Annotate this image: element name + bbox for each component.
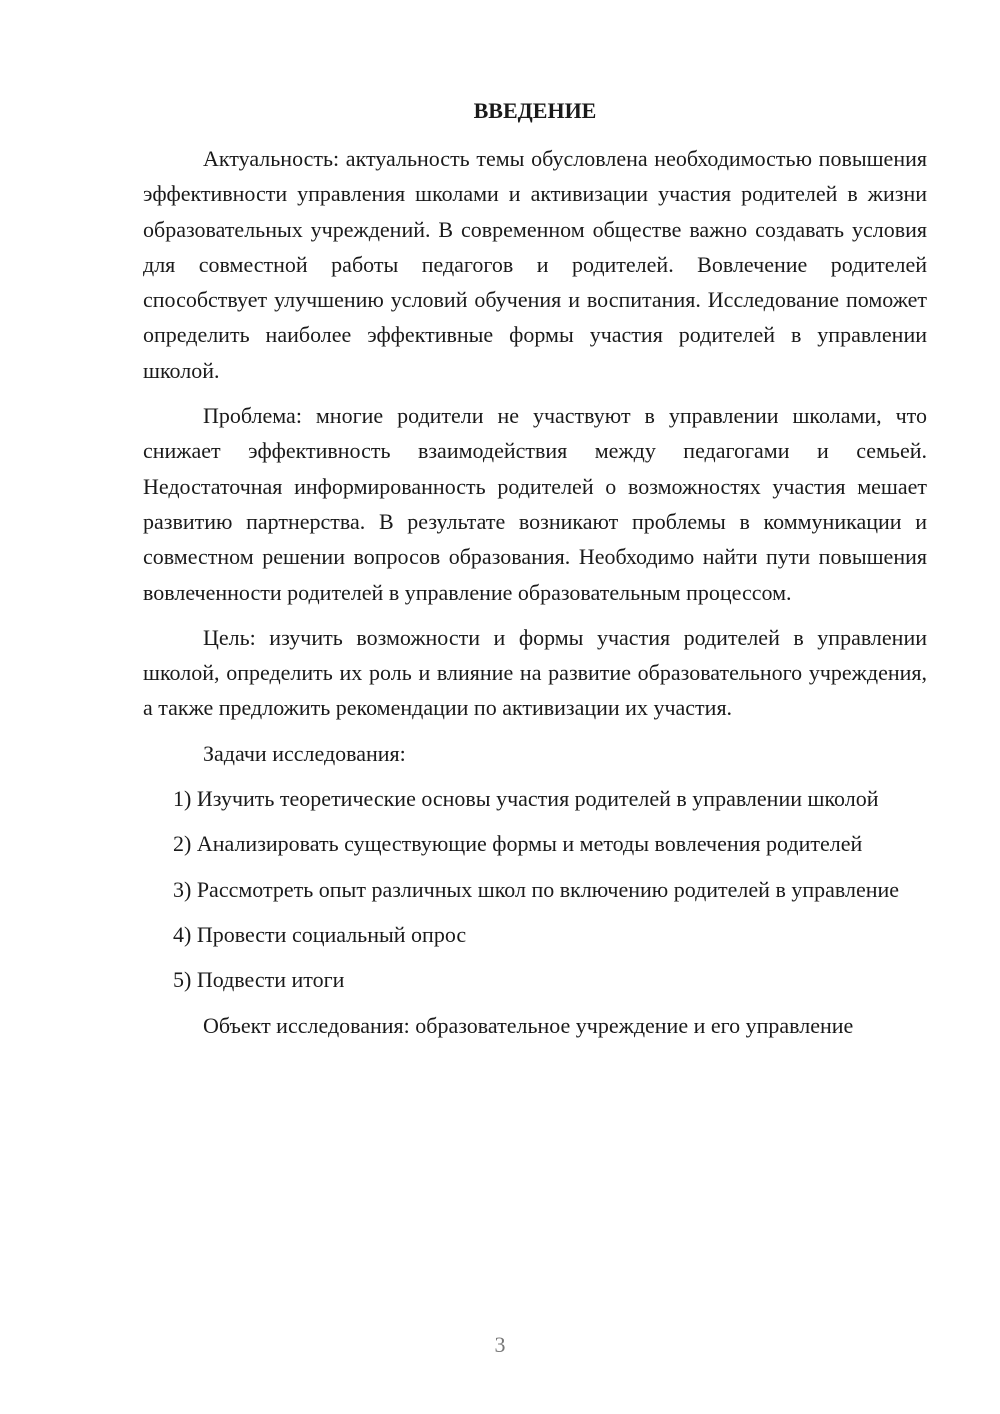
task-item-2: 2) Анализировать существующие формы и методы вовлечения родителей: [173, 831, 863, 857]
object-paragraph: Объект исследования: образовательное учреждение и его управление: [203, 1012, 854, 1038]
task-item-1: 1) Изучить теоретические основы участия родителей в управлении школой: [173, 786, 879, 812]
task-item-5: 5) Подвести итоги: [173, 967, 345, 993]
goal-paragraph: Цель: изучить возможности и формы участия родителей в управлении школой, определить их роль и влияние на развитие образовательного учреждения, а также предложить рекомендации по активизации их участия.: [143, 624, 927, 721]
task-item-3: 3) Рассмотреть опыт различных школ по включению родителей в управление: [173, 876, 900, 902]
relevance-paragraph: Актуальность: актуальность темы обусловлена необходимостью повышения эффективности управления школами и активизации участия родителей в жизни образовательных учреждений. В современном обществе важно создавать условия для совместной работы педагогов и родителей. Вовлечение родителей способствует улучшению условий обучения и воспитания. Исследование поможет определить наиболее эффективные формы участия родителей в управлении школой.: [143, 146, 927, 383]
document-page: [143, 93, 927, 1053]
problem-paragraph: Проблема: многие родители не участвуют в управлении школами, что снижает эффективность взаимодействия между педагогами и семьей. Недостаточная информированность родителей о возможностях участия мешает развитию партнерства. В результате возникают проблемы в коммуникации и совместном решении вопросов образования. Необходимо найти пути повышения вовлеченности родителей в управление образовательным процессом.: [143, 403, 927, 605]
page-number: 3: [494, 1332, 506, 1357]
tasks-heading: Задачи исследования:: [203, 740, 406, 766]
document-title: ВВЕДЕНИЕ: [473, 98, 597, 123]
task-item-4: 4) Провести социальный опрос: [173, 921, 467, 947]
